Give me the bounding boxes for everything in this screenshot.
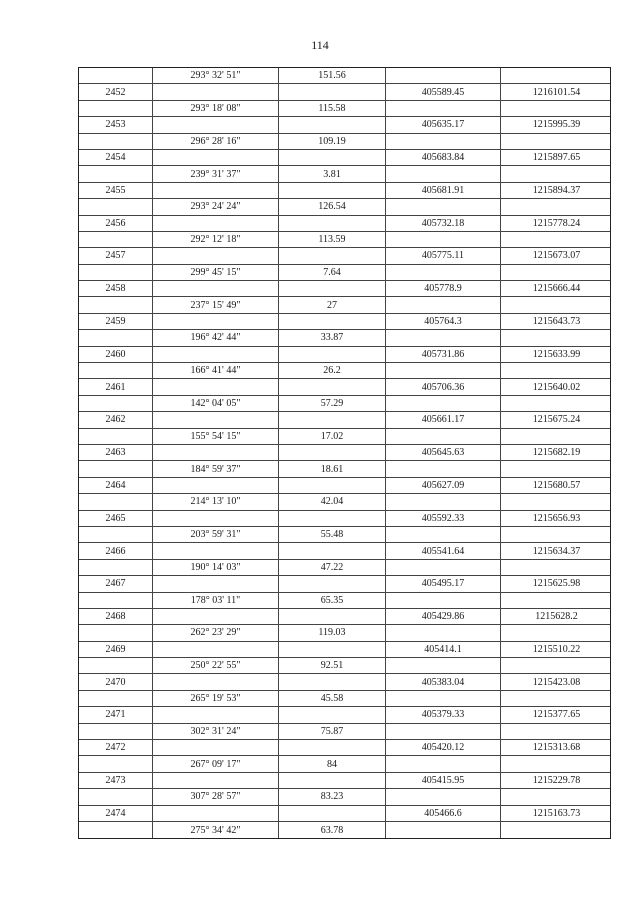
distance-cell: 17.02 xyxy=(279,429,386,444)
bearing-cell: 184° 59' 37" xyxy=(153,461,279,476)
point-number-cell: 2456 xyxy=(79,216,153,231)
x-coordinate-cell xyxy=(386,429,501,444)
y-coordinate-cell xyxy=(501,232,612,247)
y-coordinate-cell: 1215680.57 xyxy=(532,479,581,491)
y-coordinate-cell: 1215510.22 xyxy=(532,643,581,655)
bearing-cell xyxy=(153,707,279,722)
point-number-cell xyxy=(79,756,153,771)
y-coordinate-cell: 1215633.99 xyxy=(532,348,581,360)
y-coordinate-cell xyxy=(501,101,612,116)
point-number-cell xyxy=(79,625,153,640)
distance-cell: 3.81 xyxy=(279,166,386,181)
distance-cell: 33.87 xyxy=(279,330,386,345)
bearing-cell xyxy=(153,248,279,263)
table-row xyxy=(79,560,610,576)
distance-cell xyxy=(279,773,386,788)
table-row xyxy=(79,642,610,658)
table-row xyxy=(79,445,610,461)
point-number-cell: 2466 xyxy=(79,543,153,558)
bearing-cell: 293° 32' 51" xyxy=(153,68,279,83)
point-number-cell: 2467 xyxy=(79,576,153,591)
distance-cell xyxy=(279,576,386,591)
table-row xyxy=(79,740,610,756)
x-coordinate-cell: 405420.12 xyxy=(386,740,501,755)
point-number-cell: 2454 xyxy=(79,150,153,165)
point-number-cell: 2463 xyxy=(79,445,153,460)
y-coordinate-cell: 1215682.19 xyxy=(532,447,581,459)
bearing-cell: 250° 22' 55" xyxy=(153,658,279,673)
y-coordinate-cell xyxy=(501,330,612,345)
bearing-cell xyxy=(153,576,279,591)
y-coordinate-cell: 1216101.54 xyxy=(532,86,581,98)
table-row xyxy=(79,593,610,609)
x-coordinate-cell: 405635.17 xyxy=(386,117,501,132)
bearing-cell: 237° 15' 49" xyxy=(153,297,279,312)
table-row xyxy=(79,412,610,428)
distance-cell xyxy=(279,674,386,689)
bearing-cell: 267° 09' 17" xyxy=(153,756,279,771)
distance-cell: 151.56 xyxy=(279,68,386,83)
distance-cell: 26.2 xyxy=(279,363,386,378)
distance-cell: 7.64 xyxy=(279,265,386,280)
distance-cell: 42.04 xyxy=(279,494,386,509)
table-row xyxy=(79,822,610,838)
table-row xyxy=(79,511,610,527)
bearing-cell: 299° 45' 15" xyxy=(153,265,279,280)
point-number-cell xyxy=(79,68,153,83)
point-number-cell: 2460 xyxy=(79,347,153,362)
x-coordinate-cell xyxy=(386,691,501,706)
page-number: 114 xyxy=(311,38,329,52)
y-coordinate-cell: 1215634.37 xyxy=(532,545,581,557)
distance-cell xyxy=(279,314,386,329)
y-coordinate-cell: 1215666.44 xyxy=(532,283,581,295)
table-row xyxy=(79,658,610,674)
y-coordinate-cell xyxy=(501,658,612,673)
point-number-cell xyxy=(79,101,153,116)
bearing-cell: 262° 23' 29" xyxy=(153,625,279,640)
x-coordinate-cell xyxy=(386,461,501,476)
point-number-cell: 2461 xyxy=(79,379,153,394)
y-coordinate-cell: 1215894.37 xyxy=(532,184,581,196)
bearing-cell: 296° 28' 16" xyxy=(153,134,279,149)
bearing-cell xyxy=(153,216,279,231)
point-number-cell: 2465 xyxy=(79,511,153,526)
point-number-cell xyxy=(79,789,153,804)
y-coordinate-cell xyxy=(501,560,612,575)
y-coordinate-cell: 1215313.68 xyxy=(532,742,581,754)
bearing-cell: 166° 41' 44" xyxy=(153,363,279,378)
point-number-cell: 2472 xyxy=(79,740,153,755)
point-number-cell xyxy=(79,691,153,706)
bearing-cell xyxy=(153,183,279,198)
distance-cell: 18.61 xyxy=(279,461,386,476)
x-coordinate-cell: 405466.6 xyxy=(386,806,501,821)
bearing-cell xyxy=(153,478,279,493)
point-number-cell xyxy=(79,330,153,345)
bearing-cell: 293° 24' 24" xyxy=(153,199,279,214)
y-coordinate-cell: 1215625.98 xyxy=(532,578,581,590)
x-coordinate-cell: 405414.1 xyxy=(386,642,501,657)
x-coordinate-cell xyxy=(386,593,501,608)
point-number-cell xyxy=(79,494,153,509)
table-row xyxy=(79,789,610,805)
point-number-cell xyxy=(79,363,153,378)
x-coordinate-cell: 405681.91 xyxy=(386,183,501,198)
distance-cell: 63.78 xyxy=(279,822,386,838)
y-coordinate-cell xyxy=(501,593,612,608)
y-coordinate-cell: 1215628.2 xyxy=(535,611,578,623)
distance-cell: 47.22 xyxy=(279,560,386,575)
table-row xyxy=(79,101,610,117)
x-coordinate-cell: 405627.09 xyxy=(386,478,501,493)
bearing-cell xyxy=(153,314,279,329)
y-coordinate-cell: 1215673.07 xyxy=(532,250,581,262)
x-coordinate-cell xyxy=(386,363,501,378)
distance-cell xyxy=(279,412,386,427)
distance-cell: 55.48 xyxy=(279,527,386,542)
point-number-cell: 2458 xyxy=(79,281,153,296)
bearing-cell xyxy=(153,674,279,689)
bearing-cell: 302° 31' 24" xyxy=(153,724,279,739)
table-row xyxy=(79,84,610,100)
table-row xyxy=(79,461,610,477)
table-row xyxy=(79,166,610,182)
point-number-cell: 2470 xyxy=(79,674,153,689)
distance-cell xyxy=(279,707,386,722)
x-coordinate-cell xyxy=(386,822,501,838)
point-number-cell: 2452 xyxy=(79,84,153,99)
table-row xyxy=(79,363,610,379)
point-number-cell xyxy=(79,822,153,838)
y-coordinate-cell xyxy=(501,461,612,476)
distance-cell xyxy=(279,642,386,657)
table-row xyxy=(79,232,610,248)
point-number-cell xyxy=(79,429,153,444)
point-number-cell: 2469 xyxy=(79,642,153,657)
point-number-cell xyxy=(79,527,153,542)
bearing-cell: 239° 31' 37" xyxy=(153,166,279,181)
point-number-cell: 2473 xyxy=(79,773,153,788)
y-coordinate-cell xyxy=(501,724,612,739)
y-coordinate-cell xyxy=(501,756,612,771)
bearing-cell: 292° 12' 18" xyxy=(153,232,279,247)
bearing-cell: 214° 13' 10" xyxy=(153,494,279,509)
point-number-cell: 2459 xyxy=(79,314,153,329)
x-coordinate-cell: 405731.86 xyxy=(386,347,501,362)
y-coordinate-cell xyxy=(501,166,612,181)
distance-cell xyxy=(279,216,386,231)
y-coordinate-cell: 1215643.73 xyxy=(532,316,581,328)
x-coordinate-cell: 405495.17 xyxy=(386,576,501,591)
bearing-cell xyxy=(153,445,279,460)
table-row xyxy=(79,543,610,559)
distance-cell xyxy=(279,150,386,165)
point-number-cell: 2457 xyxy=(79,248,153,263)
point-number-cell xyxy=(79,166,153,181)
table-row xyxy=(79,609,610,625)
y-coordinate-cell: 1215897.65 xyxy=(532,152,581,164)
y-coordinate-cell xyxy=(501,134,612,149)
bearing-cell xyxy=(153,379,279,394)
x-coordinate-cell: 405592.33 xyxy=(386,511,501,526)
bearing-cell xyxy=(153,150,279,165)
table-row xyxy=(79,248,610,264)
distance-cell: 115.58 xyxy=(279,101,386,116)
distance-cell xyxy=(279,281,386,296)
table-row xyxy=(79,429,610,445)
y-coordinate-cell xyxy=(501,822,612,838)
bearing-cell xyxy=(153,609,279,624)
distance-cell xyxy=(279,117,386,132)
distance-cell: 109.19 xyxy=(279,134,386,149)
y-coordinate-cell xyxy=(501,691,612,706)
x-coordinate-cell xyxy=(386,560,501,575)
y-coordinate-cell xyxy=(501,527,612,542)
distance-cell xyxy=(279,379,386,394)
bearing-cell: 155° 54' 15" xyxy=(153,429,279,444)
x-coordinate-cell: 405379.33 xyxy=(386,707,501,722)
table-row xyxy=(79,379,610,395)
distance-cell xyxy=(279,740,386,755)
y-coordinate-cell: 1215778.24 xyxy=(532,217,581,229)
x-coordinate-cell: 405645.63 xyxy=(386,445,501,460)
bearing-cell xyxy=(153,773,279,788)
table-row xyxy=(79,150,610,166)
bearing-cell: 265° 19' 53" xyxy=(153,691,279,706)
x-coordinate-cell xyxy=(386,297,501,312)
bearing-cell xyxy=(153,281,279,296)
table-row xyxy=(79,494,610,510)
x-coordinate-cell xyxy=(386,658,501,673)
y-coordinate-cell xyxy=(501,625,612,640)
distance-cell: 45.58 xyxy=(279,691,386,706)
y-coordinate-cell: 1215377.65 xyxy=(532,709,581,721)
x-coordinate-cell: 405429.86 xyxy=(386,609,501,624)
table-row xyxy=(79,216,610,232)
bearing-cell xyxy=(153,347,279,362)
x-coordinate-cell: 405764.3 xyxy=(386,314,501,329)
bearing-cell xyxy=(153,740,279,755)
x-coordinate-cell xyxy=(386,199,501,214)
point-number-cell xyxy=(79,396,153,411)
table-row xyxy=(79,478,610,494)
table-row xyxy=(79,281,610,297)
y-coordinate-cell xyxy=(501,68,612,83)
point-number-cell: 2468 xyxy=(79,609,153,624)
table-row xyxy=(79,396,610,412)
bearing-cell xyxy=(153,543,279,558)
x-coordinate-cell: 405732.18 xyxy=(386,216,501,231)
distance-cell xyxy=(279,806,386,821)
bearing-cell xyxy=(153,511,279,526)
table-row xyxy=(79,756,610,772)
distance-cell xyxy=(279,609,386,624)
x-coordinate-cell xyxy=(386,330,501,345)
y-coordinate-cell xyxy=(501,199,612,214)
distance-cell: 27 xyxy=(279,297,386,312)
y-coordinate-cell xyxy=(501,297,612,312)
point-number-cell xyxy=(79,134,153,149)
x-coordinate-cell xyxy=(386,101,501,116)
x-coordinate-cell xyxy=(386,527,501,542)
point-number-cell xyxy=(79,724,153,739)
x-coordinate-cell: 405383.04 xyxy=(386,674,501,689)
y-coordinate-cell: 1215640.02 xyxy=(532,381,581,393)
bearing-cell: 142° 04' 05" xyxy=(153,396,279,411)
table-row xyxy=(79,297,610,313)
x-coordinate-cell xyxy=(386,494,501,509)
table-row xyxy=(79,347,610,363)
y-coordinate-cell xyxy=(501,265,612,280)
distance-cell xyxy=(279,248,386,263)
x-coordinate-cell xyxy=(386,789,501,804)
distance-cell: 92.51 xyxy=(279,658,386,673)
table-row xyxy=(79,265,610,281)
bearing-cell xyxy=(153,642,279,657)
table-row xyxy=(79,773,610,789)
y-coordinate-cell xyxy=(501,789,612,804)
bearing-cell xyxy=(153,84,279,99)
bearing-cell xyxy=(153,806,279,821)
distance-cell xyxy=(279,84,386,99)
y-coordinate-cell: 1215229.78 xyxy=(532,774,581,786)
point-number-cell xyxy=(79,265,153,280)
y-coordinate-cell: 1215656.93 xyxy=(532,512,581,524)
point-number-cell xyxy=(79,461,153,476)
bearing-cell: 203° 59' 31" xyxy=(153,527,279,542)
distance-cell: 84 xyxy=(279,756,386,771)
distance-cell: 75.87 xyxy=(279,724,386,739)
y-coordinate-cell: 1215163.73 xyxy=(532,807,581,819)
table-row xyxy=(79,707,610,723)
x-coordinate-cell xyxy=(386,166,501,181)
table-row xyxy=(79,117,610,133)
distance-cell xyxy=(279,478,386,493)
x-coordinate-cell xyxy=(386,724,501,739)
coordinate-table xyxy=(78,67,611,839)
distance-cell: 83.23 xyxy=(279,789,386,804)
distance-cell xyxy=(279,445,386,460)
y-coordinate-cell xyxy=(501,396,612,411)
y-coordinate-cell xyxy=(501,429,612,444)
x-coordinate-cell: 405775.11 xyxy=(386,248,501,263)
x-coordinate-cell xyxy=(386,265,501,280)
distance-cell: 126.54 xyxy=(279,199,386,214)
x-coordinate-cell: 405683.84 xyxy=(386,150,501,165)
y-coordinate-cell xyxy=(501,494,612,509)
point-number-cell xyxy=(79,232,153,247)
x-coordinate-cell xyxy=(386,232,501,247)
y-coordinate-cell xyxy=(501,363,612,378)
table-row xyxy=(79,625,610,641)
point-number-cell: 2474 xyxy=(79,806,153,821)
distance-cell xyxy=(279,347,386,362)
y-coordinate-cell: 1215995.39 xyxy=(532,119,581,131)
x-coordinate-cell: 405589.45 xyxy=(386,84,501,99)
table-row xyxy=(79,134,610,150)
point-number-cell: 2453 xyxy=(79,117,153,132)
point-number-cell: 2455 xyxy=(79,183,153,198)
bearing-cell: 293° 18' 08" xyxy=(153,101,279,116)
distance-cell: 57.29 xyxy=(279,396,386,411)
table-row xyxy=(79,199,610,215)
table-row xyxy=(79,691,610,707)
x-coordinate-cell: 405661.17 xyxy=(386,412,501,427)
point-number-cell: 2471 xyxy=(79,707,153,722)
y-coordinate-cell: 1215675.24 xyxy=(532,414,581,426)
table-row xyxy=(79,576,610,592)
table-row xyxy=(79,527,610,543)
x-coordinate-cell xyxy=(386,68,501,83)
x-coordinate-cell xyxy=(386,396,501,411)
x-coordinate-cell: 405706.36 xyxy=(386,379,501,394)
point-number-cell: 2464 xyxy=(79,478,153,493)
table-row xyxy=(79,674,610,690)
point-number-cell: 2462 xyxy=(79,412,153,427)
bearing-cell: 196° 42' 44" xyxy=(153,330,279,345)
distance-cell xyxy=(279,511,386,526)
bearing-cell: 275° 34' 42" xyxy=(153,822,279,838)
point-number-cell xyxy=(79,560,153,575)
x-coordinate-cell xyxy=(386,756,501,771)
table-row xyxy=(79,68,610,84)
x-coordinate-cell xyxy=(386,134,501,149)
distance-cell xyxy=(279,183,386,198)
x-coordinate-cell xyxy=(386,625,501,640)
y-coordinate-cell: 1215423.08 xyxy=(532,676,581,688)
distance-cell: 113.59 xyxy=(279,232,386,247)
table-row xyxy=(79,183,610,199)
point-number-cell xyxy=(79,297,153,312)
bearing-cell: 178° 03' 11" xyxy=(153,593,279,608)
distance-cell xyxy=(279,543,386,558)
distance-cell: 119.03 xyxy=(279,625,386,640)
table-row xyxy=(79,314,610,330)
x-coordinate-cell: 405778.9 xyxy=(386,281,501,296)
bearing-cell: 307° 28' 57" xyxy=(153,789,279,804)
distance-cell: 65.35 xyxy=(279,593,386,608)
point-number-cell xyxy=(79,593,153,608)
point-number-cell xyxy=(79,658,153,673)
x-coordinate-cell: 405541.64 xyxy=(386,543,501,558)
table-row xyxy=(79,806,610,822)
table-row xyxy=(79,330,610,346)
bearing-cell xyxy=(153,412,279,427)
bearing-cell xyxy=(153,117,279,132)
bearing-cell: 190° 14' 03" xyxy=(153,560,279,575)
table-row xyxy=(79,724,610,740)
point-number-cell xyxy=(79,199,153,214)
x-coordinate-cell: 405415.95 xyxy=(386,773,501,788)
